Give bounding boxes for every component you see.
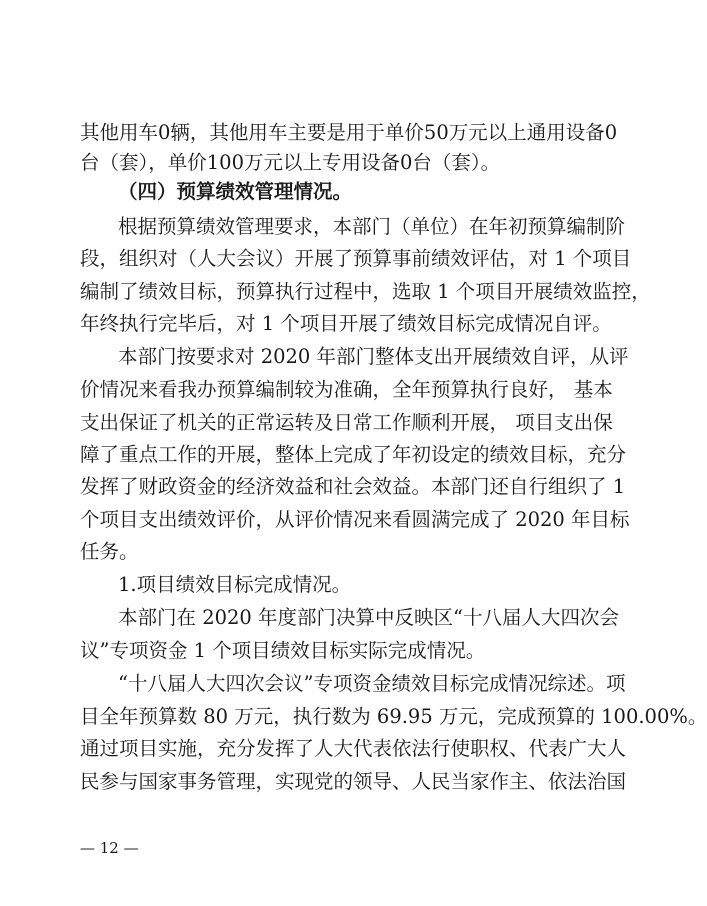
body-text-line: 段，组织对（人大会议）开展了预算事前绩效评估，对 1 个项目 xyxy=(80,247,632,270)
body-text-line: 本部门按要求对 2020 年部门整体支出开展绩效自评，从评 xyxy=(118,345,629,368)
body-text-line: 价情况来看我办预算编制较为准确，全年预算执行良好， 基本 xyxy=(80,378,613,401)
body-text-line: 台（套），单价100万元以上专用设备0台（套）。 xyxy=(80,151,501,174)
body-text-line: 发挥了财政资金的经济效益和社会效益。本部门还自行组织了 1 xyxy=(80,475,626,498)
body-text-line: 议”专项资金 1 个项目绩效目标实际完成情况。 xyxy=(80,639,486,662)
body-text-line: 其他用车0辆，其他用车主要是用于单价50万元以上通用设备0 xyxy=(80,121,618,144)
body-text-line: 任务。 xyxy=(80,540,139,563)
page-number: — 12 — xyxy=(80,839,139,857)
body-text-line: 编制了绩效目标，预算执行过程中，选取 1 个项目开展绩效监控， xyxy=(80,280,651,303)
subsection-heading: 1.项目绩效目标完成情况。 xyxy=(118,573,352,596)
body-text-line: 根据预算绩效管理要求，本部门（单位）在年初预算编制阶 xyxy=(118,215,626,238)
body-text-line: 通过项目实施，充分发挥了人大代表依法行使职权、代表广大人 xyxy=(80,737,627,760)
section-heading: （四）预算绩效管理情况。 xyxy=(118,180,353,203)
body-text-line: 支出保证了机关的正常运转及日常工作顺利开展， 项目支出保 xyxy=(80,411,613,434)
body-text-line: 个项目支出绩效评价，从评价情况来看圆满完成了 2020 年目标 xyxy=(80,508,630,531)
body-text-line: 民参与国家事务管理，实现党的领导、人民当家作主、依法治国 xyxy=(80,770,627,793)
body-text-line: 目全年预算数 80 万元，执行数为 69.95 万元，完成预算的 100.00%。 xyxy=(80,705,707,728)
body-text-line: 本部门在 2020 年度部门决算中反映区“十八届人大四次会 xyxy=(118,606,619,629)
body-text-line: 年终执行完毕后，对 1 个项目开展了绩效目标完成情况自评。 xyxy=(80,312,612,335)
body-text-line: 障了重点工作的开展，整体上完成了年初设定的绩效目标，充分 xyxy=(80,443,627,466)
body-text-line: “十八届人大四次会议”专项资金绩效目标完成情况综述。项 xyxy=(118,672,626,695)
